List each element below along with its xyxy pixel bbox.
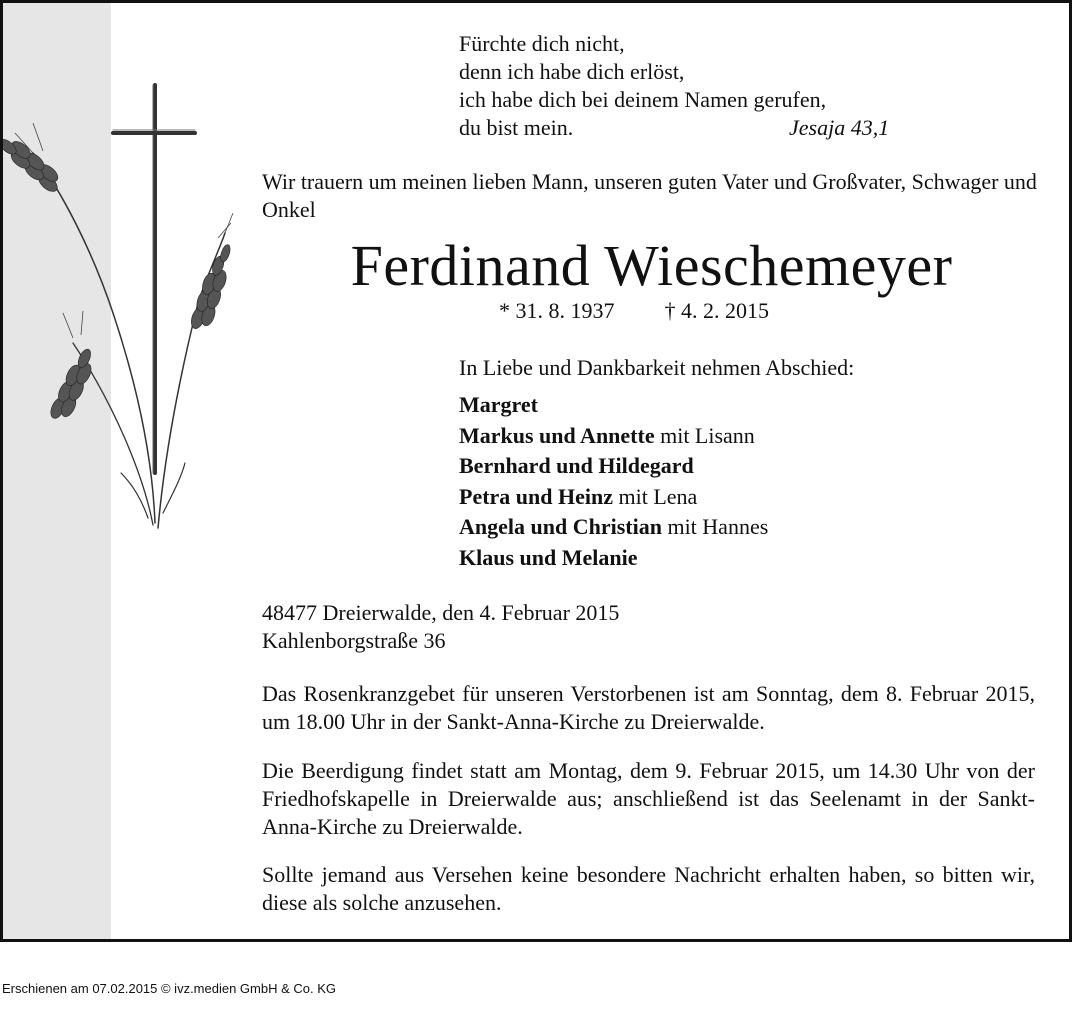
family-member <box>459 482 768 513</box>
verse-line: Fürchte dich nicht, <box>459 31 625 56</box>
family-names: Markus und Annette <box>459 422 655 448</box>
family-names: Petra und Heinz <box>459 483 613 509</box>
family-member <box>459 421 768 452</box>
death-date: † 4. 2. 2015 <box>664 298 769 323</box>
birth-date: * 31. 8. 1937 <box>499 298 615 323</box>
publication-footer: Erschienen am 07.02.2015 © ivz.medien GmbH & Co. KG <box>2 981 337 996</box>
verse-line-last <box>459 114 919 142</box>
family-extra: mit Lena <box>613 483 698 509</box>
family-names: Angela und Christian <box>459 514 662 540</box>
notice-paragraph: Sollte jemand aus Versehen keine besondere Nachricht erhalten haben, so bitten wir, diese als solche anzusehen. <box>262 862 1035 915</box>
family-names: Margret <box>459 392 538 417</box>
street: Kahlenborgstraße 36 <box>262 628 446 653</box>
verse-reference: Jesaja 43,1 <box>789 115 890 140</box>
rosary-paragraph: Das Rosenkranzgebet für unseren Verstorbenen ist am Sonntag, dem 8. Februar 2015, um 18.00 Uhr in der Sankt-Anna-Kirche zu Dreierwalde. <box>262 681 1035 734</box>
family-names: Bernhard und Hildegard <box>459 453 694 479</box>
verse-line: du bist mein. <box>459 115 574 140</box>
family-extra: mit Lisann <box>654 422 755 448</box>
family-member <box>459 512 768 543</box>
address-block <box>262 599 619 655</box>
funeral-paragraph: Die Beerdigung findet statt am Montag, dem 9. Februar 2015, um 14.30 Uhr von der Friedhofskapelle in Dreierwalde aus; anschließend ist das Seelenamt in der Sankt-Anna-Kirche zu Dreierwalde. <box>262 758 1035 839</box>
mourning-intro: Wir trauern um meinen lieben Mann, unseren guten Vater und Großvater, Schwager und Onkel <box>262 169 1037 222</box>
farewell-line: In Liebe und Dankbarkeit nehmen Abschied: <box>459 355 855 380</box>
life-dates <box>499 297 769 325</box>
place-date: 48477 Dreierwalde, den 4. Februar 2015 <box>262 600 620 625</box>
family-extra: mit Hannes <box>661 514 769 540</box>
verse-line: ich habe dich bei deinem Namen gerufen, <box>459 87 827 112</box>
family-member <box>459 390 768 421</box>
family-member <box>459 543 768 574</box>
bible-verse <box>459 30 919 142</box>
family-list <box>459 390 768 574</box>
cross-and-wheat-icon <box>3 73 243 543</box>
family-names: Klaus und Melanie <box>459 544 638 570</box>
deceased-name: Ferdinand Wieschemeyer <box>350 233 953 298</box>
verse-line: denn ich habe dich erlöst, <box>459 59 685 84</box>
family-member <box>459 451 768 482</box>
